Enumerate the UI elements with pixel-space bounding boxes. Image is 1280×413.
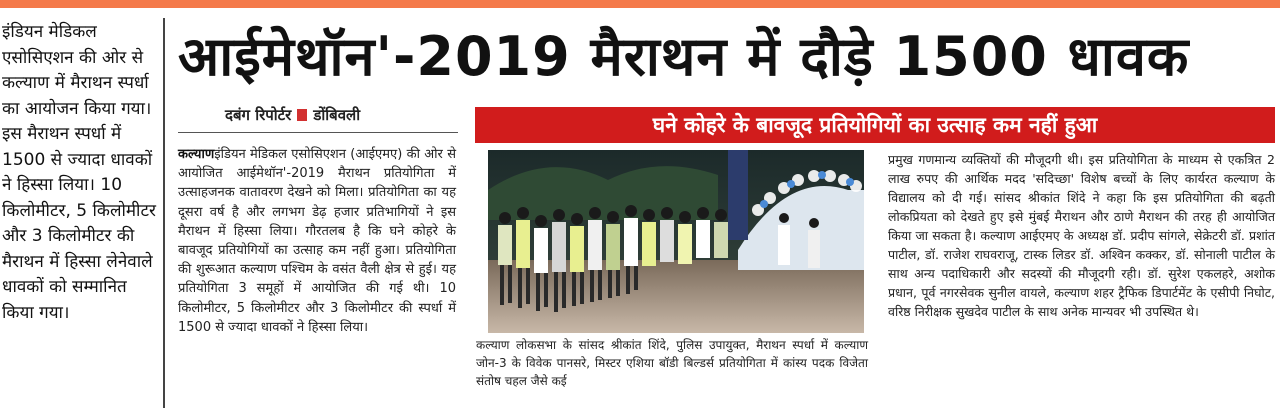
byline-reporter: दबंग रिपोर्टर — [225, 106, 292, 124]
column-divider — [163, 18, 165, 408]
byline — [225, 105, 360, 125]
article-left-column — [178, 145, 456, 337]
marathon-photo — [488, 150, 864, 333]
top-color-strip — [0, 0, 1280, 8]
headline: आईमेथॉन'-2019 मैराथन में दौड़े 1500 धावक — [178, 25, 1190, 88]
photo-caption: कल्याण लोकसभा के सांसद श्रीकांत शिंदे, पुलिस उपायुक्त, मैराथन स्पर्धा में कल्याण जोन-3 के विवेक पानसरे, मिस्टर एशिया बॉडी बिल्डर्स प्रतियोगिता में कांस्य पदक विजेता संतोष चहल जैसे कई — [476, 338, 868, 388]
document-icon — [297, 109, 307, 121]
left-summary-column — [2, 20, 160, 326]
byline-rule — [178, 132, 458, 133]
article-right-column: प्रमुख गणमान्य व्यक्तियों की मौजूदगी थी। इस प्रतियोगिता के माध्यम से एकत्रित 2 लाख रुपए की आर्थिक मदद 'सदिच्छा' विशेष बच्चों के लिए कार्यरत कल्याण के विद्यालय को दी गई। सांसद श्रीकांत शिंदे ने कहा कि इस प्रतियोगिता की बढ़ती लोकप्रियता को देखते हुए इसे मुंबई मैराथन और ठाणे मैराथन की तरह ही आयोजित किया जा सकता है। कल्याण आईएमए के अध्यक्ष डॉ. प्रदीप सांगले, सेक्रेटरी डॉ. प्रशांत पाटील, डॉ. राजेश राघवराजू, टास्क लिडर डॉ. अश्विन कक्कर, डॉ. सोनाली पाटील के साथ अन्य पदाधिकारी और सदस्यों की मौजूदगी रही। डॉ. सुरेश एकलहरे, अशोक प्रधान, पूर्व नगरसेवक सुनील वायले, कल्याण शहर ट्रैफिक डिपार्टमेंट के एसीपी निघोट, वरिष्ठ निरीक्षक सुखदेव पाटील के साथ अनेक मान्यवर भी उपस्थित थे। — [888, 152, 1275, 319]
article-left-body: इंडियन मेडिकल एसोसिएशन (आईएमए) की ओर से आयोजित आईमेथॉन'-2019 मैराथन प्रतियोगिता में उत्साहजनक वातावरण देखने को मिला। प्रतियोगिता का यह दूसरा वर्ष है और लगभग डेढ़ हजार प्रतिभागियों ने इस मैराथन में हिस्सा लिया। गौरतलब है कि घने कोहरे के बावजूद प्रतियोगियों का उत्साह कम नहीं हुआ। प्रतियोगिता की शुरूआत कल्याण पश्चिम के वसंत वैली क्षेत्र से हुई। यह प्रतियोगिता 3 समूहों में आयोजित की गई थी। 10 किलोमीटर, 5 किलोमीटर और 3 किलोमीटर की स्पर्धा में 1500 से ज्यादा धावकों ने हिस्सा लिया। — [178, 147, 456, 335]
subheadline-banner: घने कोहरे के बावजूद प्रतियोगियों का उत्साह कम नहीं हुआ — [475, 107, 1275, 143]
article-dateline: कल्याण — [178, 147, 215, 162]
left-summary-text: इंडियन मेडिकल एसोसिएशन की ओर से कल्याण में मैराथन स्पर्धा का आयोजन किया गया। इस मैराथन स्पर्धा में 1500 से ज्यादा धावकों ने हिस्सा लिया। 10 किलोमीटर, 5 किलोमीटर और 3 किलोमीटर की मैराथन में हिस्सा लेनेवाले धावकों को सम्मानित किया गया। — [2, 22, 156, 323]
byline-location: डोंबिवली — [313, 106, 361, 124]
